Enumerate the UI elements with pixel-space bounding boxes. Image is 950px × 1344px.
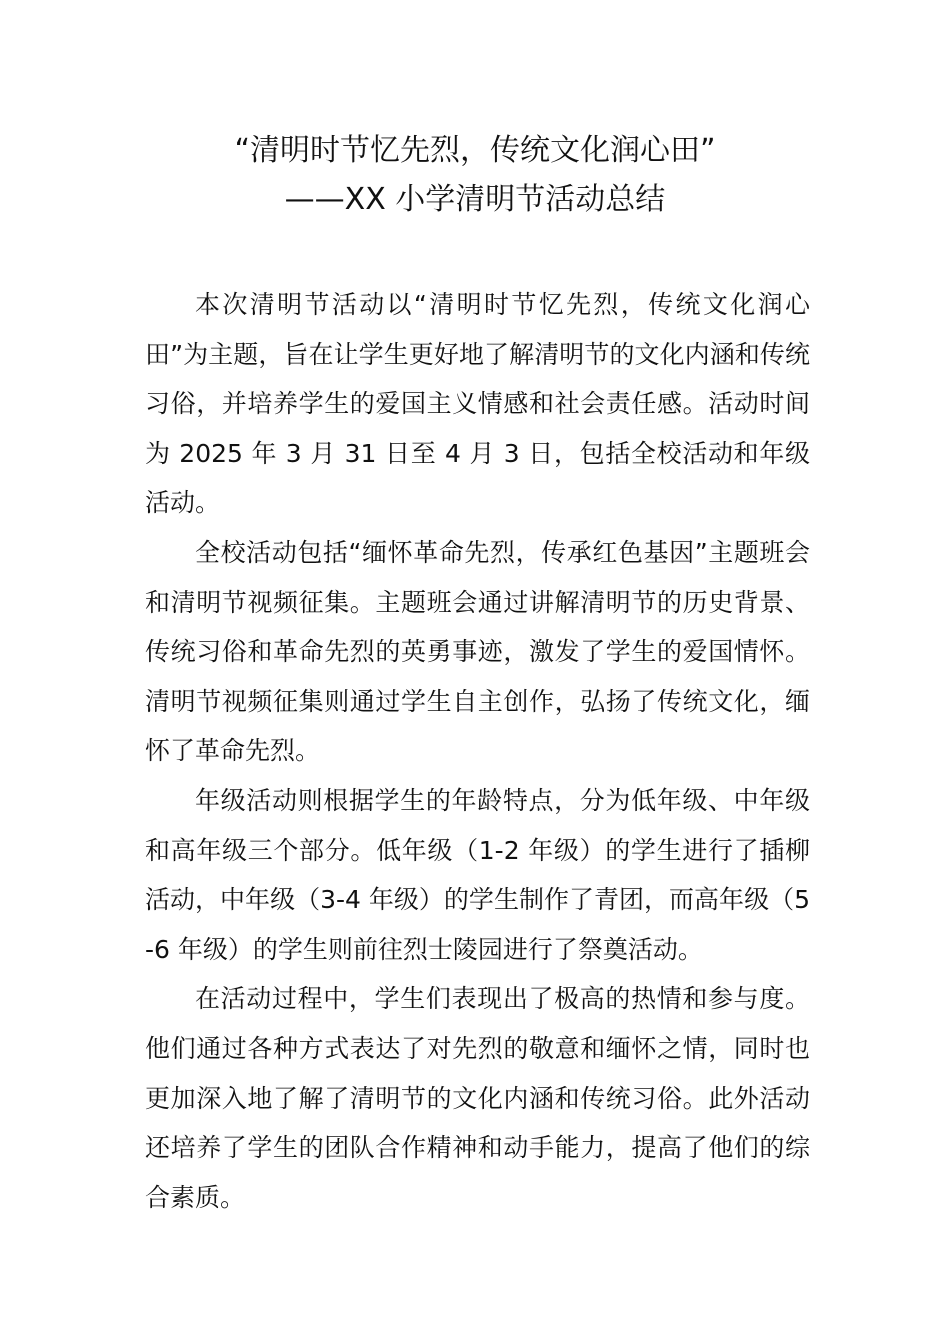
paragraph-intro: 本次清明节活动以“清明时节忆先烈，传统文化润心田”为主题，旨在让学生更好地了解清明节的文化内涵和传统习俗，并培养学生的爱国主义情感和社会责任感。活动时间为 2025 年 3 月 31 日至 4 月 3 日，包括全校活动和年级活动。 — [145, 290, 810, 518]
document-body — [145, 280, 810, 1222]
document-subtitle: ——XX 小学清明节活动总结 — [284, 182, 666, 217]
document-title: “清明时节忆先烈，传统文化润心田” — [234, 133, 716, 168]
paragraph-school-activities: 全校活动包括“缅怀革命先烈，传承红色基因”主题班会和清明节视频征集。主题班会通过讲解清明节的历史背景、传统习俗和革命先烈的英勇事迹，激发了学生的爱国情怀。清明节视频征集则通过学生自主创作，弘扬了传统文化，缅怀了革命先烈。 — [145, 537, 810, 766]
paragraph-summary: 在活动过程中，学生们表现出了极高的热情和参与度。他们通过各种方式表达了对先烈的敬意和缅怀之情，同时也更加深入地了解了清明节的文化内涵和传统习俗。此外活动还培养了学生的团队合作精神和动手能力，提高了他们的综合素质。 — [145, 984, 810, 1212]
paragraph-grade-activities: 年级活动则根据学生的年龄特点，分为低年级、中年级和高年级三个部分。低年级（1-2 年级）的学生进行了插柳活动，中年级（3-4 年级）的学生制作了青团，而高年级（5-6 年级）的学生则前往烈士陵园进行了祭奠活动。 — [145, 785, 810, 964]
